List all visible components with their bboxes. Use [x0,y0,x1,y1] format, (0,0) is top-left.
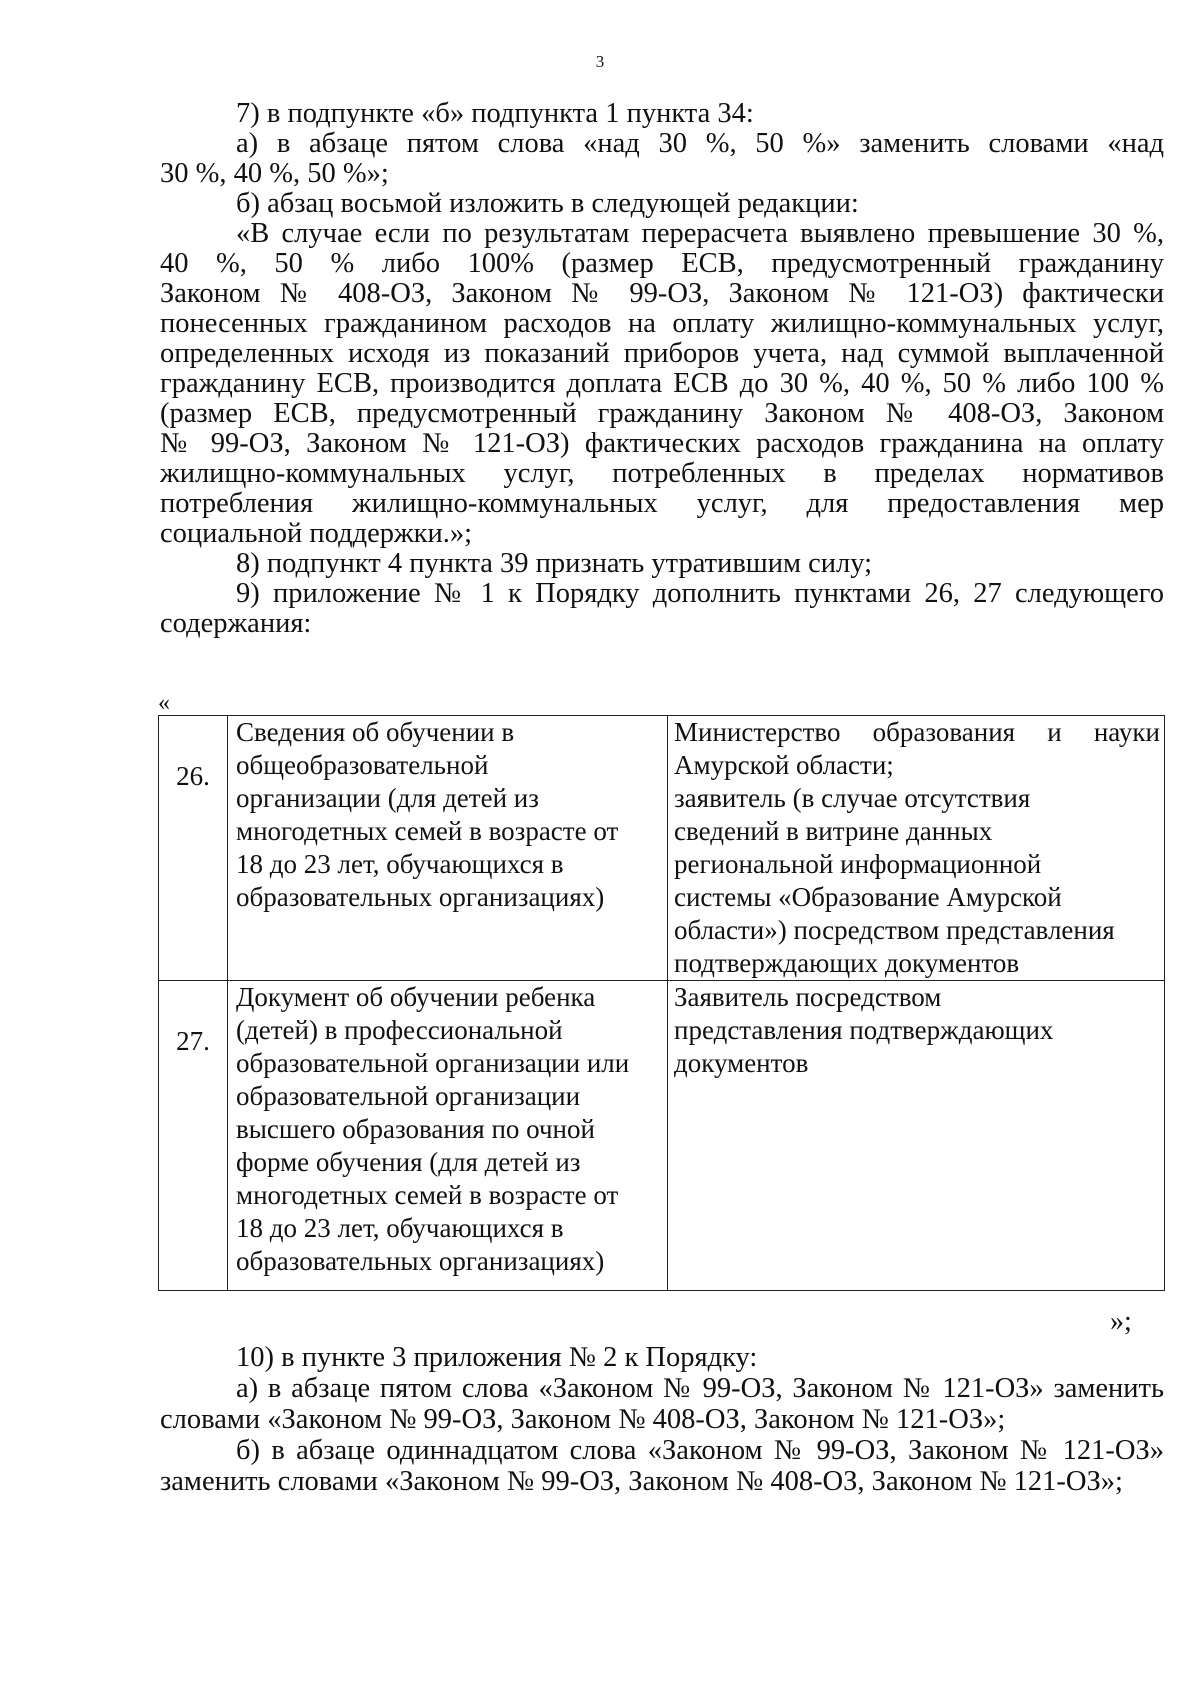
table-row [159,716,1165,981]
item-7a-line2: 30 %, 40 %, 50 %»; [160,158,389,189]
quoted-paragraph-line3: Законом № 408-ОЗ, Законом № 99-ОЗ, Законом № 121-ОЗ) фактически [160,278,1164,309]
quoted-paragraph-line10: потребления жилищно-коммунальных услуг, для предоставления мер [160,488,1164,519]
quoted-paragraph-line4: понесенных гражданином расходов на оплату жилищно-коммунальных услуг, [160,308,1164,339]
cell-line: представления подтверждающих [674,1015,1054,1045]
item-10a-line1: а) в абзаце пятом слова «Законом № 99-ОЗ, Законом № 121-ОЗ» заменить [236,1373,1164,1404]
item-7a-line1: а) в абзаце пятом слова «над 30 %, 50 %» заменить словами «над [236,128,1164,159]
item-10-heading: 10) в пункте 3 приложения № 2 к Порядку: [236,1342,758,1373]
cell-line: Сведения об обучении в [236,717,515,747]
item-9-line1: 9) приложение № 1 к Порядку дополнить пунктами 26, 27 следующего [236,578,1164,609]
cell-line: образовательных организациях) [236,1246,605,1276]
row-number: 27. [159,981,228,1291]
quoted-paragraph-line7: (размер ЕСВ, предусмотренный гражданину Законом № 408-ОЗ, Законом [160,398,1164,429]
page-number: 3 [595,52,605,71]
quoted-paragraph-line1: «В случае если по результатам перерасчета выявлено превышение 30 %, [236,218,1164,249]
quoted-paragraph-line5: определенных исходя из показаний приборов учета, над суммой выплаченной [160,338,1164,369]
cell-line: 18 до 23 лет, обучающихся в [236,849,564,879]
item-8-line: 8) подпункт 4 пункта 39 признать утратившим силу; [236,548,873,579]
cell-line: высшего образования по очной [236,1114,595,1144]
cell-line: подтверждающих документов [674,948,1020,978]
cell-line: форме обучения (для детей из [236,1147,581,1177]
item-10b-line2: заменить словами «Законом № 99-ОЗ, Законом № 408-ОЗ, Законом № 121-ОЗ»; [160,1466,1123,1497]
cell-line: организации (для детей из [236,783,539,813]
quoted-paragraph-line8: № 99-ОЗ, Законом № 121-ОЗ) фактических расходов гражданина на оплату [160,428,1164,459]
item-7-heading: 7) в подпункте «б» подпункта 1 пункта 34: [236,98,754,129]
table-closing-quote: »; [1110,1306,1132,1337]
item-10a-line2: словами «Законом № 99-ОЗ, Законом № 408-ОЗ, Законом № 121-ОЗ»; [160,1404,1006,1435]
quoted-paragraph-line9: жилищно-коммунальных услуг, потребленных в пределах нормативов [160,458,1164,489]
cell-line: образовательной организации или [236,1048,630,1078]
quoted-paragraph-line2: 40 %, 50 % либо 100% (размер ЕСВ, предусмотренный гражданину [160,248,1164,279]
cell-line: документов [674,1048,809,1078]
cell-line: многодетных семей в возрасте от [236,816,619,846]
cell-line: Заявитель посредством [674,982,942,1012]
source-cell [668,981,1165,1291]
cell-line: 18 до 23 лет, обучающихся в [236,1213,564,1243]
row-number: 26. [159,716,228,981]
cell-line: многодетных семей в возрасте от [236,1180,619,1210]
table-opening-quote: « [158,690,170,716]
table-row [159,981,1165,1291]
cell-line: региональной информационной [674,849,1042,879]
source-cell [668,716,1165,981]
document-cell [228,981,668,1291]
item-7b-line: б) абзац восьмой изложить в следующей редакции: [236,188,859,219]
cell-line: общеобразовательной [236,750,489,780]
cell-line: Министерство образования и науки [674,717,1160,747]
cell-line: образовательной организации [236,1081,581,1111]
cell-line: Амурской области; [674,750,894,780]
cell-line: Документ об обучении ребенка [236,982,596,1012]
item-9-line2: содержания: [160,608,312,639]
quoted-paragraph-line11: социальной поддержки.»; [160,518,473,549]
cell-line: (детей) в профессиональной [236,1015,563,1045]
cell-line: сведений в витрине данных [674,816,993,846]
cell-line: области») посредством представления [674,915,1115,945]
cell-line: образовательных организациях) [236,882,605,912]
document-cell [228,716,668,981]
item-10b-line1: б) в абзаце одиннадцатом слова «Законом № 99-ОЗ, Законом № 121-ОЗ» [236,1435,1164,1466]
quoted-paragraph-line6: гражданину ЕСВ, производится доплата ЕСВ до 30 %, 40 %, 50 % либо 100 % [160,368,1164,399]
appendix-table [158,715,1165,1291]
cell-line: заявитель (в случае отсутствия [674,783,1031,813]
cell-line: системы «Образование Амурской [674,882,1062,912]
